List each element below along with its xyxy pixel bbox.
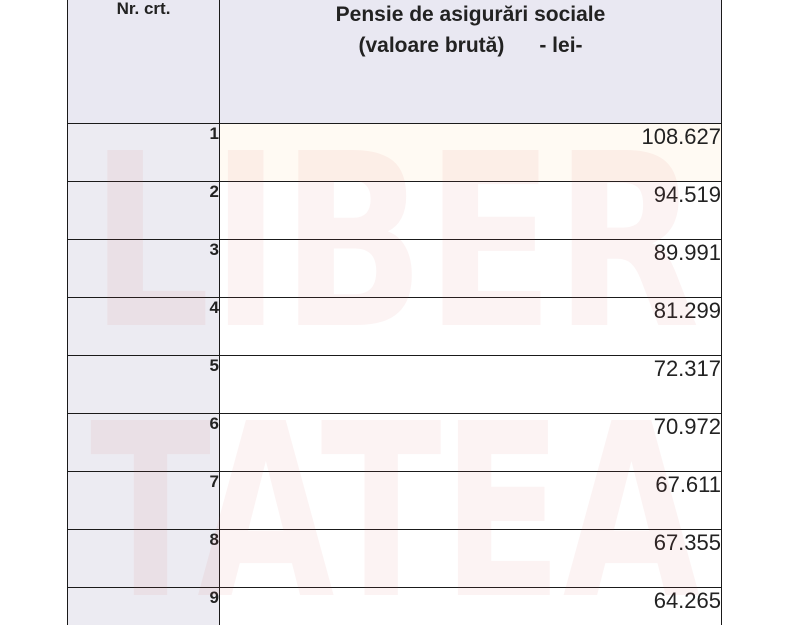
table-row: [68, 124, 722, 182]
header-pension-value: [220, 0, 722, 124]
table-header-row: [68, 0, 722, 124]
row-value: 94.519: [220, 182, 722, 240]
row-number: 4: [68, 298, 220, 356]
header-pension-line1: Pensie de asigurări sociale: [335, 3, 606, 26]
row-value: 64.265: [220, 588, 722, 625]
row-number: 8: [68, 530, 220, 588]
table-row: [68, 588, 722, 625]
row-value: 70.972: [220, 414, 722, 472]
table-row: [68, 472, 722, 530]
row-value: 67.355: [220, 530, 722, 588]
row-number: 3: [68, 240, 220, 298]
row-number: 2: [68, 182, 220, 240]
table-row: [68, 298, 722, 356]
row-value: 89.991: [220, 240, 722, 298]
table-row: [68, 182, 722, 240]
pension-table: [67, 0, 722, 625]
table-row: [68, 240, 722, 298]
header-nr-crt: Nr. crt.: [68, 0, 220, 124]
row-value: 67.611: [220, 472, 722, 530]
table-row: [68, 356, 722, 414]
header-pension-line2: (valoare brută) - lei-: [358, 34, 583, 57]
row-number: 9: [68, 588, 220, 625]
row-number: 5: [68, 356, 220, 414]
table-row: [68, 530, 722, 588]
table-row: [68, 414, 722, 472]
row-number: 7: [68, 472, 220, 530]
row-value: 108.627: [220, 124, 722, 182]
row-value: 81.299: [220, 298, 722, 356]
row-number: 1: [68, 124, 220, 182]
row-number: 6: [68, 414, 220, 472]
row-value: 72.317: [220, 356, 722, 414]
